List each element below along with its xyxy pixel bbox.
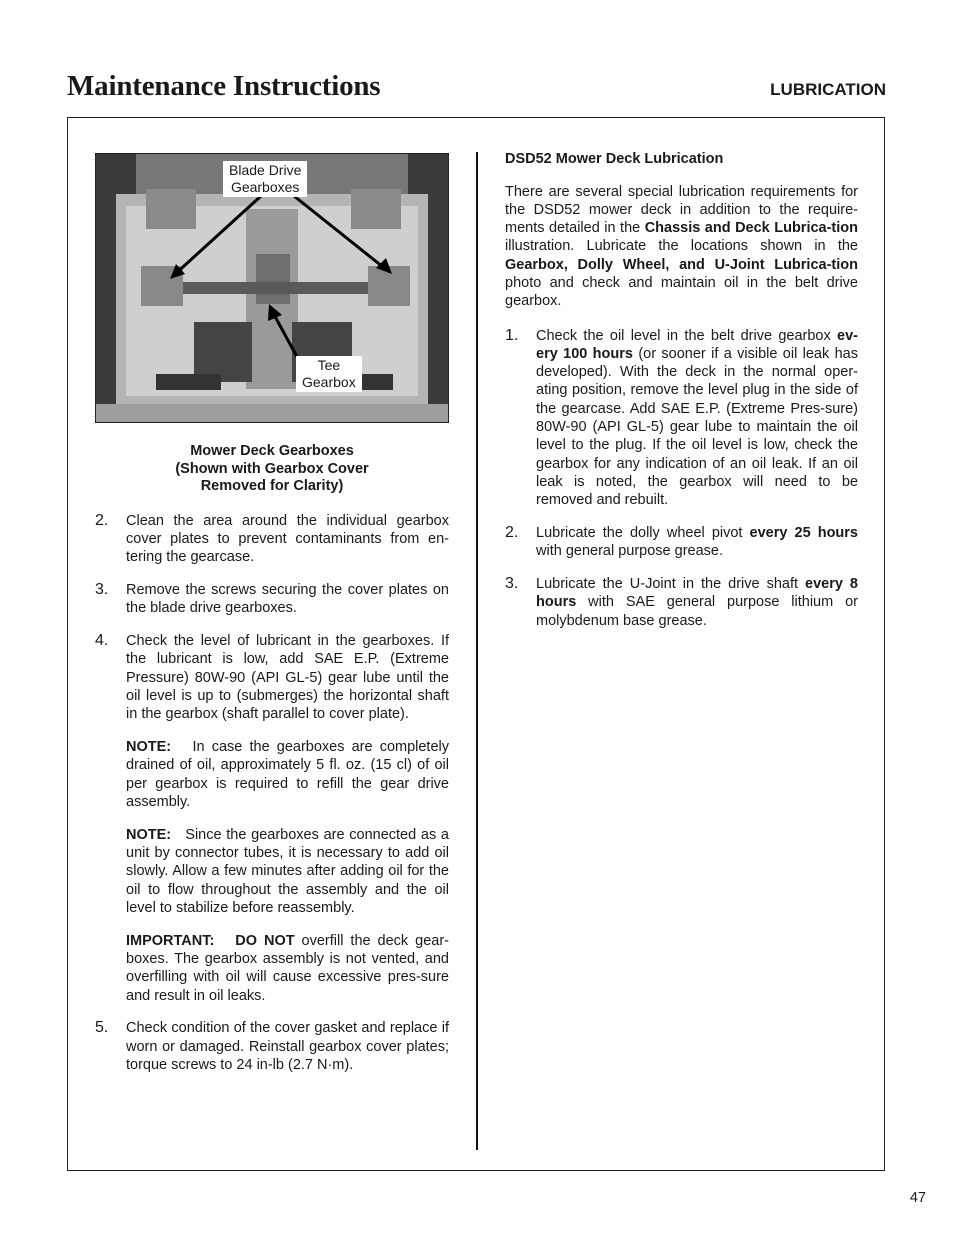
step-3-remove-screws: 3. Remove the screws securing the cover plates on the blade drive gearboxes. [95, 580, 449, 617]
note-drained-oil: NOTE: In case the gearboxes are completely drained of oil, approximately 5 fl. oz. (15 cl) of oil per gearbox is required to refill the gear drive assembly. [126, 738, 449, 810]
step-3-u-joint: 3. Lubricate the U-Joint in the drive shaft every 8 hours with SAE general purpose lithium or molybdenum base grease. [505, 575, 858, 629]
section-title: LUBRICATION [770, 80, 886, 99]
figure-caption: Mower Deck Gearboxes (Shown with Gearbox Cover Removed for Clarity) [175, 443, 369, 494]
page-title: Maintenance Instructions [67, 70, 381, 102]
column-divider [476, 152, 478, 1150]
right-column [505, 150, 858, 630]
callout-tee-gearbox: Tee Gearbox [296, 356, 362, 392]
step-2-dolly-wheel: 2. Lubricate the dolly wheel pivot every 25 hours with general purpose grease. [505, 524, 858, 560]
step-4-check-lubricant: 4. Check the level of lubricant in the gearboxes. If the lubricant is low, add SAE E.P. (Extreme Pressure) 80W-90 (API GL-5) gear lube until the oil level is up to (submerges) the horizontal shaft in the gearbox (shaft parallel to cover plate). [95, 631, 449, 723]
note-connector-tubes: NOTE: Since the gearboxes are connected as a unit by connector tubes, it is necessary to add oil slowly. Allow a few minutes after adding oil for the oil to flow throughout the assembly and the oil level to stabilize before reassembly. [126, 826, 449, 916]
step-1-belt-gearbox: 1. Check the oil level in the belt drive gearbox ev-ery 100 hours (or sooner if a visible oil leak has developed). With the deck in the normal oper-ating position, remove the level plug in the side of the gearcase. Add SAE E.P. (Extreme Pres-sure) 80W-90 (API GL-5) gear lube to maintain the oil level to the plug. If the oil level is low, check the gearbox for any indication of an oil leak. If an oil leak is noted, the gearbox will need to be removed and rebuilt. [505, 326, 858, 509]
important-overfill: IMPORTANT: DO NOT overfill the deck gear-boxes. The gearbox assembly is not vented, and overfilling with oil will cause excessive pres-sure and result in oil leaks. [126, 932, 449, 1004]
left-column [95, 153, 449, 1074]
step-2-clean: 2. Clean the area around the individual gearbox cover plates to prevent contaminants from en-tering the gearcase. [95, 511, 449, 566]
gearbox-photo [95, 153, 449, 423]
intro-paragraph: There are several special lubrication requirements for the DSD52 mower deck in addition to the require-ments detailed in the Chassis and Deck Lubrica-tion illustration. Lubricate the locations shown in the Gearbox, Dolly Wheel, and U-Joint Lubrica-tion photo and check and maintain oil in the belt drive gearbox. [505, 183, 859, 310]
step-5-gasket: 5. Check condition of the cover gasket and replace if worn or damaged. Reinstall gearbox cover plates; torque screws to 24 in-lb (2.7 N·m). [95, 1019, 449, 1073]
section-heading: DSD52 Mower Deck Lubrication [505, 151, 724, 167]
page-number: 47 [909, 1190, 926, 1206]
callout-blade-drive: Blade Drive Gearboxes [223, 161, 307, 197]
